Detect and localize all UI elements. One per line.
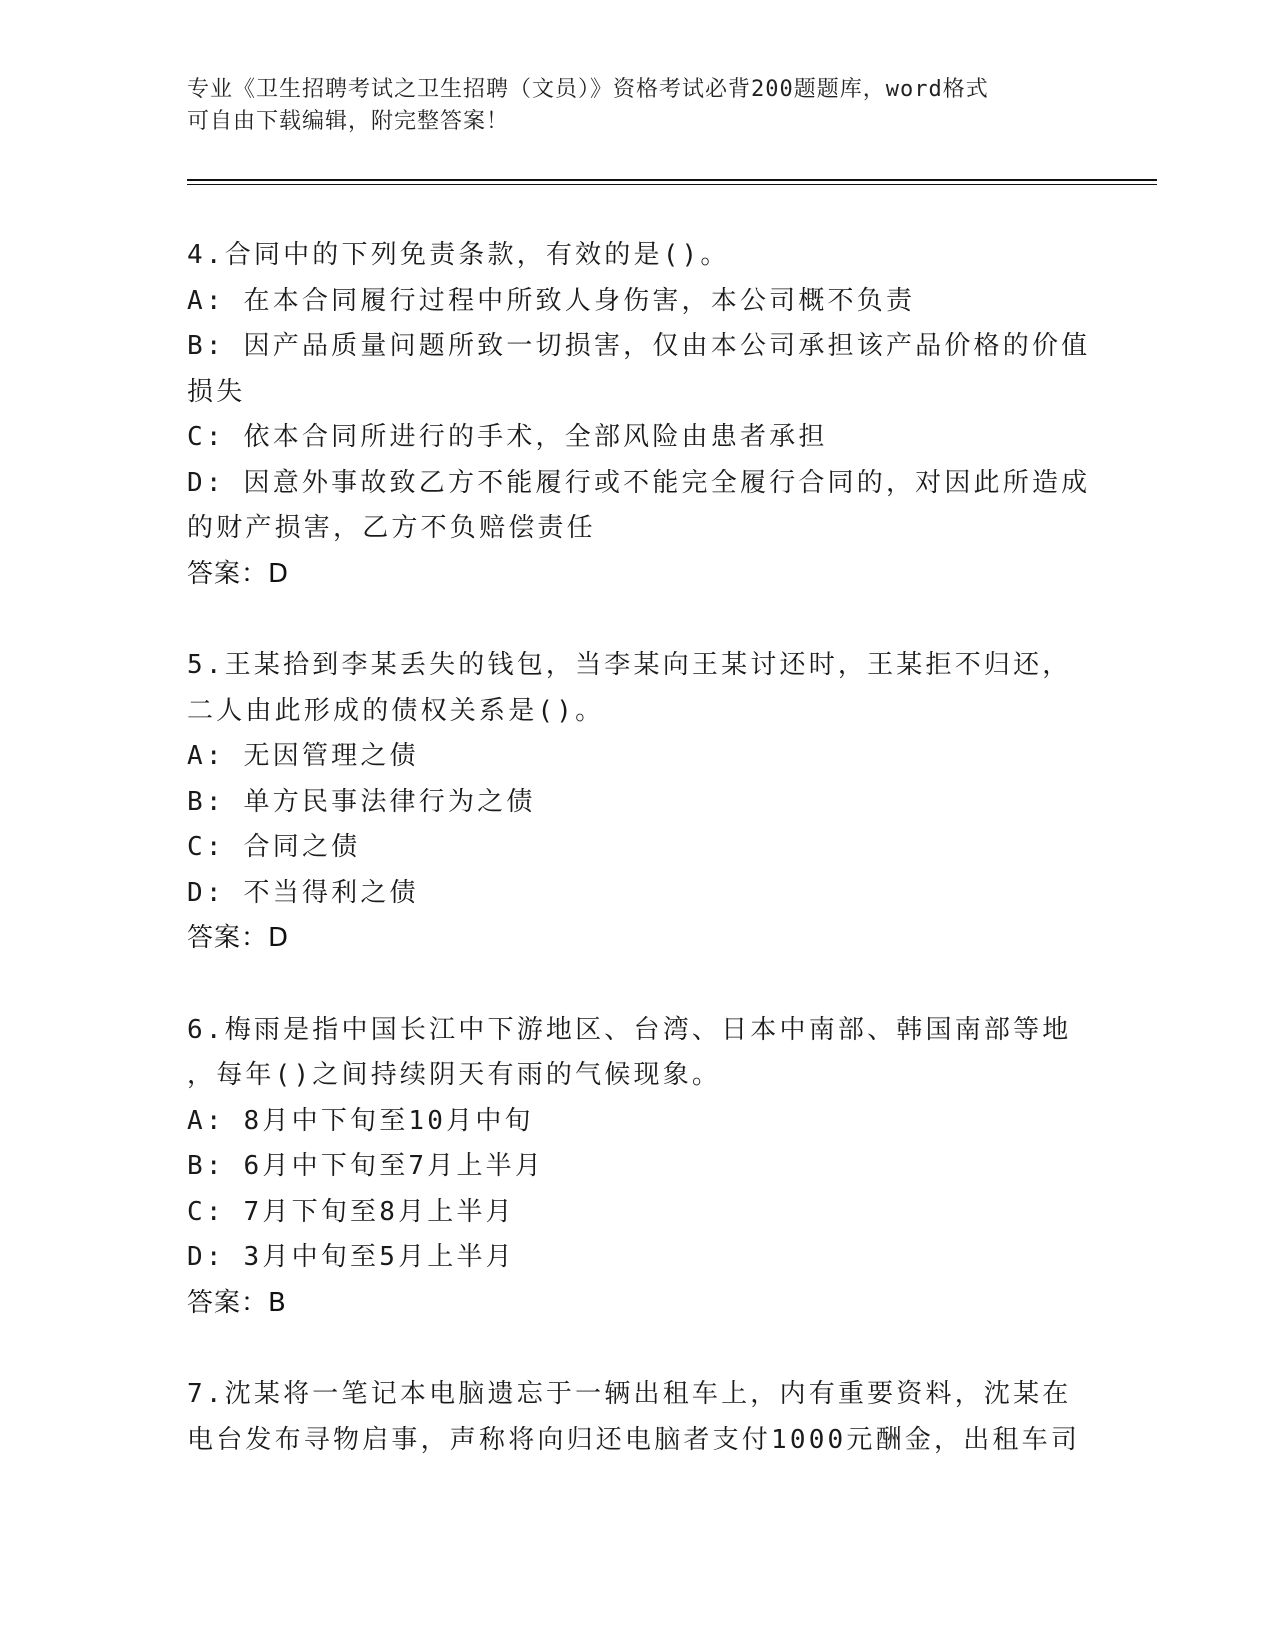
header-divider-thin <box>187 184 1157 185</box>
answer-label: 答案：B <box>187 1287 287 1318</box>
option-a: A: 无因管理之债 <box>187 741 419 771</box>
header-divider-thick <box>187 179 1157 181</box>
option-a: A: 在本合同履行过程中所致人身伤害，本公司概不负责 <box>187 285 916 316</box>
option-c: C: 合同之债 <box>187 832 361 862</box>
question-text: 4.合同中的下列免责条款，有效的是()。 <box>187 240 730 270</box>
option-b-continued: 损失 <box>187 376 246 407</box>
question-5 <box>187 643 1087 962</box>
document-header <box>187 74 1087 138</box>
option-a: A: 8月中下旬至10月中旬 <box>187 1105 534 1136</box>
question-text: 5.王某拾到李某丢失的钱包，当李某向王某讨还时，王某拒不归还， <box>187 650 1072 680</box>
option-c: C: 7月下旬至8月上半月 <box>187 1196 515 1227</box>
question-text-continued: ，每年()之间持续阴天有雨的气候现象。 <box>187 1060 722 1090</box>
header-line-2: 可自由下载编辑，附完整答案！ <box>187 109 510 134</box>
header-line-1: 专业《卫生招聘考试之卫生招聘（文员）》资格考试必背200题题库，word格式 <box>187 77 989 102</box>
option-d: D: 不当得利之债 <box>187 877 419 908</box>
option-b: B: 6月中下旬至7月上半月 <box>187 1151 545 1181</box>
question-text: 7.沈某将一笔记本电脑遗忘于一辆出租车上，内有重要资料，沈某在 <box>187 1379 1072 1409</box>
option-d: D: 因意外事故致乙方不能履行或不能完全履行合同的，对因此所造成 <box>187 467 1091 498</box>
question-text-continued: 二人由此形成的债权关系是()。 <box>187 695 605 726</box>
option-d: D: 3月中旬至5月上半月 <box>187 1242 515 1272</box>
question-6 <box>187 1008 1087 1327</box>
answer-label: 答案：D <box>187 923 290 953</box>
answer-label: 答案：D <box>187 558 290 589</box>
question-4 <box>187 233 1091 597</box>
option-d-continued: 的财产损害，乙方不负赔偿责任 <box>187 513 596 543</box>
option-c: C: 依本合同所进行的手术，全部风险由患者承担 <box>187 422 828 452</box>
option-b: B: 因产品质量问题所致一切损害，仅由本公司承担该产品价格的价值 <box>187 331 1091 361</box>
question-7 <box>187 1372 1087 1463</box>
question-text-continued: 电台发布寻物启事，声称将向归还电脑者支付1000元酬金，出租车司 <box>187 1424 1081 1455</box>
option-b: B: 单方民事法律行为之债 <box>187 786 536 817</box>
question-text: 6.梅雨是指中国长江中下游地区、台湾、日本中南部、韩国南部等地 <box>187 1014 1072 1045</box>
question-list <box>187 233 1091 1509</box>
